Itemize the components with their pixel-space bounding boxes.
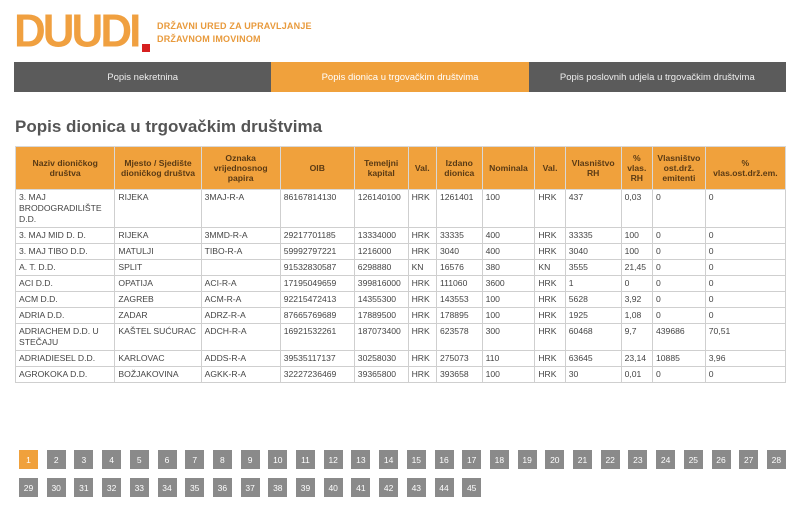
column-header: Mjesto / Sjedište dioničkog društva [115, 147, 201, 190]
page-button[interactable]: 41 [351, 478, 370, 497]
table-cell: 86167814130 [280, 190, 354, 228]
column-header: Izdano dionica [436, 147, 482, 190]
table-cell: HRK [535, 324, 565, 351]
table-cell: 17195049659 [280, 276, 354, 292]
table-cell: HRK [408, 324, 436, 351]
table-cell: ADRIACHEM D.D. U STEČAJU [16, 324, 115, 351]
table-cell: HRK [535, 351, 565, 367]
table-cell: HRK [408, 367, 436, 383]
table-cell: SPLIT [115, 260, 201, 276]
table-cell: TIBO-R-A [201, 244, 280, 260]
page-button[interactable]: 5 [130, 450, 149, 469]
table-cell: KN [535, 260, 565, 276]
table-cell: 14355300 [354, 292, 408, 308]
tab-popis-dionica[interactable]: Popis dionica u trgovačkim društvima [271, 62, 528, 92]
tab-popis-poslovnih-udjela[interactable]: Popis poslovnih udjela u trgovačkim društvima [529, 62, 786, 92]
page-button[interactable]: 19 [518, 450, 537, 469]
table-cell: 23,14 [621, 351, 652, 367]
page-button[interactable]: 28 [767, 450, 786, 469]
table-cell: 29217701185 [280, 228, 354, 244]
table-cell: 3MMD-R-A [201, 228, 280, 244]
table-row [16, 324, 786, 351]
table-cell: KARLOVAC [115, 351, 201, 367]
table-cell: 60468 [565, 324, 621, 351]
table-cell: 126140100 [354, 190, 408, 228]
table-cell: 21,45 [621, 260, 652, 276]
page-button[interactable]: 33 [130, 478, 149, 497]
page-button[interactable]: 40 [324, 478, 343, 497]
page-button[interactable]: 26 [712, 450, 731, 469]
table-cell: 187073400 [354, 324, 408, 351]
table-cell: A. T. D.D. [16, 260, 115, 276]
table-cell: 0 [621, 276, 652, 292]
table-cell: 70,51 [705, 324, 785, 351]
table-cell: 91532830587 [280, 260, 354, 276]
table-cell: MATULJI [115, 244, 201, 260]
table-cell: 30 [565, 367, 621, 383]
table-cell: 10885 [653, 351, 706, 367]
table-cell: ACI D.D. [16, 276, 115, 292]
table-cell: 32227236469 [280, 367, 354, 383]
table-cell: ACI-R-A [201, 276, 280, 292]
table-cell: 393658 [436, 367, 482, 383]
table-cell: HRK [408, 190, 436, 228]
page-button[interactable]: 8 [213, 450, 232, 469]
table-cell: 3,92 [621, 292, 652, 308]
table-cell: KAŠTEL SUĆURAC [115, 324, 201, 351]
table-cell: RIJEKA [115, 190, 201, 228]
page-button[interactable]: 13 [351, 450, 370, 469]
table-cell: ACM D.D. [16, 292, 115, 308]
page-button[interactable]: 30 [47, 478, 66, 497]
table-cell: 0 [705, 367, 785, 383]
table-cell: 0 [705, 308, 785, 324]
page-button[interactable]: 12 [324, 450, 343, 469]
table-header-row [16, 147, 786, 190]
table-cell: 9,7 [621, 324, 652, 351]
column-header: Val. [408, 147, 436, 190]
table-cell: 16576 [436, 260, 482, 276]
page-button[interactable]: 34 [158, 478, 177, 497]
page-button[interactable]: 38 [268, 478, 287, 497]
table-cell: 6298880 [354, 260, 408, 276]
column-header: Vlasništvo ost.drž. emitenti [653, 147, 706, 190]
page-button[interactable]: 32 [102, 478, 121, 497]
table-cell: 3040 [565, 244, 621, 260]
table-cell: HRK [535, 308, 565, 324]
table-cell: 39365800 [354, 367, 408, 383]
table-cell: KN [408, 260, 436, 276]
page-button[interactable]: 14 [379, 450, 398, 469]
page-button[interactable]: 23 [628, 450, 647, 469]
table-cell: HRK [408, 228, 436, 244]
table-cell: 0 [705, 260, 785, 276]
table-cell: 0 [653, 260, 706, 276]
table-cell: 3,96 [705, 351, 785, 367]
table-cell: OPATIJA [115, 276, 201, 292]
table-cell: 13334000 [354, 228, 408, 244]
table-cell: 0 [705, 190, 785, 228]
table-cell: ADCH-R-A [201, 324, 280, 351]
page-button[interactable]: 6 [158, 450, 177, 469]
table-cell: 3. MAJ MID D. D. [16, 228, 115, 244]
column-header: Temeljni kapital [354, 147, 408, 190]
table-cell: BOŽJAKOVINA [115, 367, 201, 383]
table-cell: 400 [482, 244, 535, 260]
column-header: % vlas. RH [621, 147, 652, 190]
page-button[interactable]: 21 [573, 450, 592, 469]
table-cell: 3555 [565, 260, 621, 276]
table-cell: 399816000 [354, 276, 408, 292]
table-cell: 39535117137 [280, 351, 354, 367]
page-button[interactable]: 22 [601, 450, 620, 469]
table-cell: 3600 [482, 276, 535, 292]
table-cell: 437 [565, 190, 621, 228]
logo-dot-icon [142, 44, 150, 52]
logo-subtitle-line1: DRŽAVNI URED ZA UPRAVLJANJE [157, 21, 312, 31]
table-cell: ZAGREB [115, 292, 201, 308]
page-button[interactable]: 1 [19, 450, 38, 469]
table-cell: 3040 [436, 244, 482, 260]
table-cell: 100 [482, 367, 535, 383]
page-button[interactable]: 37 [241, 478, 260, 497]
table-cell: 300 [482, 324, 535, 351]
table-cell: 0 [653, 228, 706, 244]
table-cell: 110 [482, 351, 535, 367]
table-cell: 1216000 [354, 244, 408, 260]
column-header: Val. [535, 147, 565, 190]
table-cell: 3. MAJ BRODOGRADILIŠTE D.D. [16, 190, 115, 228]
logo[interactable]: DUUDI [14, 5, 139, 58]
table-cell: 17889500 [354, 308, 408, 324]
page-button[interactable]: 10 [268, 450, 287, 469]
page-button[interactable]: 20 [545, 450, 564, 469]
table-cell: 111060 [436, 276, 482, 292]
column-header: OIB [280, 147, 354, 190]
table-cell: ADRIA D.D. [16, 308, 115, 324]
page-button[interactable]: 4 [102, 450, 121, 469]
page-button[interactable]: 31 [74, 478, 93, 497]
table-row [16, 260, 786, 276]
page-button[interactable]: 3 [74, 450, 93, 469]
page-button[interactable]: 42 [379, 478, 398, 497]
table-cell: 1,08 [621, 308, 652, 324]
table-cell: 3MAJ-R-A [201, 190, 280, 228]
logo-subtitle-line2: DRŽAVNOM IMOVINOM [157, 34, 261, 44]
table-cell: 1925 [565, 308, 621, 324]
table-cell: 0 [653, 292, 706, 308]
shares-table [15, 146, 786, 383]
table-cell: 0 [705, 228, 785, 244]
page-button[interactable]: 18 [490, 450, 509, 469]
table-row [16, 367, 786, 383]
page-button[interactable]: 15 [407, 450, 426, 469]
table-cell: 33335 [436, 228, 482, 244]
column-header: Oznaka vrijednosnog papira [201, 147, 280, 190]
table-cell: 0 [653, 367, 706, 383]
table-body [16, 190, 786, 383]
table-cell: 400 [482, 228, 535, 244]
page-button[interactable]: 17 [462, 450, 481, 469]
table-cell: 0 [705, 244, 785, 260]
table-cell: ADDS-R-A [201, 351, 280, 367]
table-cell: 0 [705, 276, 785, 292]
page-button[interactable]: 24 [656, 450, 675, 469]
table-cell: ACM-R-A [201, 292, 280, 308]
table-cell: 623578 [436, 324, 482, 351]
table-row [16, 244, 786, 260]
table-cell: HRK [535, 367, 565, 383]
table-row [16, 228, 786, 244]
column-header: Naziv dioničkog društva [16, 147, 115, 190]
table-row [16, 308, 786, 324]
table-row [16, 351, 786, 367]
table-cell: 1261401 [436, 190, 482, 228]
table-cell: 3. MAJ TIBO D.D. [16, 244, 115, 260]
table-cell: 439686 [653, 324, 706, 351]
table-cell: 30258030 [354, 351, 408, 367]
table-cell: 0 [653, 190, 706, 228]
site-header [14, 5, 794, 58]
table-cell: 33335 [565, 228, 621, 244]
column-header: Nominala [482, 147, 535, 190]
table-cell: 100 [621, 244, 652, 260]
page-button[interactable]: 7 [185, 450, 204, 469]
table-cell: 87665769689 [280, 308, 354, 324]
page-button[interactable]: 45 [462, 478, 481, 497]
table-cell: 100 [482, 292, 535, 308]
table-cell: HRK [408, 276, 436, 292]
tab-popis-nekretnina[interactable]: Popis nekretnina [14, 62, 271, 92]
table-cell: HRK [535, 190, 565, 228]
column-header: % vlas.ost.drž.em. [705, 147, 785, 190]
table-cell: HRK [535, 292, 565, 308]
table-row [16, 276, 786, 292]
page-button[interactable]: 11 [296, 450, 315, 469]
table-cell: 0 [653, 276, 706, 292]
page-button[interactable]: 44 [435, 478, 454, 497]
table-cell: HRK [408, 244, 436, 260]
table-cell: AGKK-R-A [201, 367, 280, 383]
main-nav [14, 62, 786, 92]
table-cell: 0 [653, 244, 706, 260]
table-row [16, 292, 786, 308]
table-cell: 1 [565, 276, 621, 292]
table-cell: AGROKOKA D.D. [16, 367, 115, 383]
table-cell: ZADAR [115, 308, 201, 324]
table-cell: 275073 [436, 351, 482, 367]
table-cell: ADRIADIESEL D.D. [16, 351, 115, 367]
table-cell: 100 [482, 308, 535, 324]
table-cell: 16921532261 [280, 324, 354, 351]
table-cell: HRK [408, 292, 436, 308]
table-cell: 100 [621, 228, 652, 244]
table-cell: 92215472413 [280, 292, 354, 308]
table-cell: HRK [535, 244, 565, 260]
table-cell: RIJEKA [115, 228, 201, 244]
column-header: Vlasništvo RH [565, 147, 621, 190]
table-cell: 100 [482, 190, 535, 228]
table-row [16, 190, 786, 228]
page-title: Popis dionica u trgovačkim društvima [15, 117, 323, 136]
table-cell [201, 260, 280, 276]
table-cell: 0 [705, 292, 785, 308]
table-cell: 59992797221 [280, 244, 354, 260]
page-button[interactable]: 39 [296, 478, 315, 497]
page-button[interactable]: 43 [407, 478, 426, 497]
page-button[interactable]: 16 [435, 450, 454, 469]
page-button[interactable]: 27 [739, 450, 758, 469]
page-button[interactable]: 9 [241, 450, 260, 469]
table-cell: HRK [408, 351, 436, 367]
page-button[interactable]: 35 [185, 478, 204, 497]
table-cell: HRK [535, 228, 565, 244]
logo-subtitle [157, 20, 312, 46]
page-button[interactable]: 36 [213, 478, 232, 497]
table-cell: 0,03 [621, 190, 652, 228]
table-cell: 63645 [565, 351, 621, 367]
table-cell: 0,01 [621, 367, 652, 383]
page-button[interactable]: 29 [19, 478, 38, 497]
table-cell: HRK [408, 308, 436, 324]
table-cell: HRK [535, 276, 565, 292]
table-cell: 380 [482, 260, 535, 276]
table-cell: 178895 [436, 308, 482, 324]
table-cell: 5628 [565, 292, 621, 308]
page-button[interactable]: 2 [47, 450, 66, 469]
table-cell: ADRZ-R-A [201, 308, 280, 324]
table-cell: 143553 [436, 292, 482, 308]
page-button[interactable]: 25 [684, 450, 703, 469]
table-cell: 0 [653, 308, 706, 324]
